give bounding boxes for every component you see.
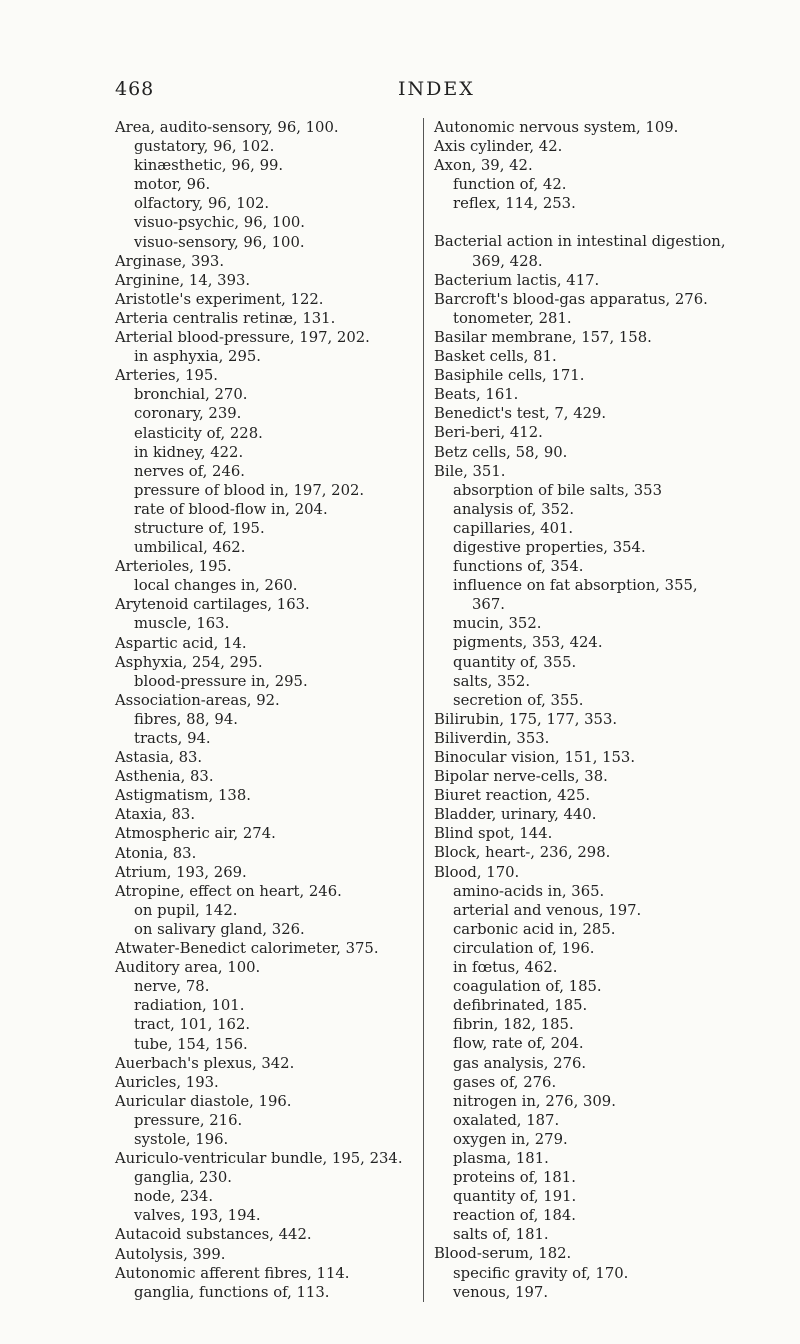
index-entry: Blood-serum, 182. xyxy=(434,1245,572,1263)
index-subentry: capillaries, 401. xyxy=(453,519,574,537)
index-subentry: in asphyxia, 295. xyxy=(134,348,261,366)
page-title: INDEX xyxy=(398,78,475,100)
index-subentry: kinæsthetic, 96, 99. xyxy=(134,157,284,175)
index-entry: Atropine, effect on heart, 246. xyxy=(115,882,342,900)
index-subentry: pressure of blood in, 197, 202. xyxy=(134,481,365,499)
index-subentry: oxygen in, 279. xyxy=(453,1130,568,1148)
index-subentry: structure of, 195. xyxy=(134,519,265,537)
index-entry: Auriculo-ventricular bundle, 195, 234. xyxy=(115,1150,403,1168)
index-entry: Astigmatism, 138. xyxy=(115,787,251,805)
index-subentry: flow, rate of, 204. xyxy=(453,1035,584,1053)
index-subentry: olfactory, 96, 102. xyxy=(134,195,270,213)
index-subentry: visuo-psychic, 96, 100. xyxy=(134,214,305,232)
index-subentry: muscle, 163. xyxy=(134,615,230,633)
index-entry: Arginine, 14, 393. xyxy=(115,271,251,289)
index-subentry: pigments, 353, 424. xyxy=(453,634,603,652)
index-subentry: ganglia, 230. xyxy=(134,1169,232,1187)
index-entry: Autonomic nervous system, 109. xyxy=(434,119,679,136)
index-entry: Asthenia, 83. xyxy=(115,768,214,786)
index-subentry: radiation, 101. xyxy=(134,997,245,1015)
index-entry: Barcroft's blood-gas apparatus, 276. xyxy=(434,290,708,308)
index-subentry: plasma, 181. xyxy=(453,1149,549,1167)
index-subentry: absorption of bile salts, 353 xyxy=(453,481,662,499)
index-entry: Atmospheric air, 274. xyxy=(115,825,276,843)
index-subentry: salts, 352. xyxy=(453,672,531,690)
index-subentry: visuo-sensory, 96, 100. xyxy=(134,233,305,251)
index-subentry: elasticity of, 228. xyxy=(134,424,263,442)
index-subentry: nitrogen in, 276, 309. xyxy=(453,1092,616,1110)
index-subentry: gases of, 276. xyxy=(453,1073,557,1091)
index-subentry: reflex, 114, 253. xyxy=(453,195,576,213)
index-entry: Axis cylinder, 42. xyxy=(434,138,563,156)
index-entry: Atwater-Benedict calorimeter, 375. xyxy=(115,940,379,958)
index-subentry: salts of, 181. xyxy=(453,1226,549,1244)
index-subentry: on salivary gland, 326. xyxy=(134,920,305,938)
index-subentry: tube, 154, 156. xyxy=(134,1035,248,1053)
index-continuation: 367. xyxy=(472,596,505,614)
index-entry: Arginase, 393. xyxy=(115,252,225,270)
index-entry: Arytenoid cartilages, 163. xyxy=(115,596,310,614)
index-subentry: analysis of, 352. xyxy=(453,500,575,518)
index-entry: Area, audito-sensory, 96, 100. xyxy=(115,119,339,136)
index-entry: Benedict's test, 7, 429. xyxy=(434,405,607,423)
index-subentry: venous, 197. xyxy=(453,1283,549,1301)
index-subentry: gas analysis, 276. xyxy=(453,1054,587,1072)
index-entry: Arteria centralis retinæ, 131. xyxy=(115,309,336,327)
index-entry: Basket cells, 81. xyxy=(434,348,557,366)
index-entry: Autacoid substances, 442. xyxy=(115,1226,312,1244)
index-subentry: tract, 101, 162. xyxy=(134,1016,251,1034)
index-entry: Atrium, 193, 269. xyxy=(115,863,247,881)
index-subentry: ganglia, functions of, 113. xyxy=(134,1283,330,1301)
index-entry: Atonia, 83. xyxy=(115,844,197,862)
index-entry: Astasia, 83. xyxy=(115,749,203,767)
index-entry: Binocular vision, 151, 153. xyxy=(434,749,636,766)
index-subentry: secretion of, 355. xyxy=(453,691,584,709)
index-subentry: rate of blood-flow in, 204. xyxy=(134,500,328,518)
index-entry: Auricular diastole, 196. xyxy=(115,1092,292,1110)
index-entry: Asphyxia, 254, 295. xyxy=(115,653,263,671)
index-subentry: coronary, 239. xyxy=(134,405,242,423)
index-entry: Block, heart-, 236, 298. xyxy=(434,844,611,862)
index-subentry: in kidney, 422. xyxy=(134,443,244,461)
index-subentry: functions of, 354. xyxy=(453,558,584,576)
index-subentry: tonometer, 281. xyxy=(453,309,572,327)
index-subentry: quantity of, 191. xyxy=(453,1188,577,1206)
index-subentry: in fœtus, 462. xyxy=(453,959,558,977)
index-subentry: coagulation of, 185. xyxy=(453,978,602,996)
index-entry: Bilirubin, 175, 177, 353. xyxy=(434,710,618,728)
index-entry: Auerbach's plexus, 342. xyxy=(115,1054,295,1072)
index-subentry: nerve, 78. xyxy=(134,978,210,996)
index-subentry: specific gravity of, 170. xyxy=(453,1264,629,1282)
index-entry: Bacterial action in intestinal digestion, xyxy=(434,233,726,251)
index-entry: Aristotle's experiment, 122. xyxy=(115,290,324,308)
index-entry: Bacterium lactis, 417. xyxy=(434,271,600,289)
index-continuation: 369, 428. xyxy=(472,252,543,270)
index-entry: Biuret reaction, 425. xyxy=(434,787,591,805)
index-entry: Arterioles, 195. xyxy=(115,558,232,576)
index-entry: Biliverdin, 353. xyxy=(434,729,550,747)
index-subentry: digestive properties, 354. xyxy=(453,538,646,556)
index-subentry: pressure, 216. xyxy=(134,1111,243,1129)
index-entry: Autonomic afferent fibres, 114. xyxy=(115,1264,350,1282)
index-subentry: carbonic acid in, 285. xyxy=(453,920,616,938)
index-subentry: reaction of, 184. xyxy=(453,1207,576,1225)
index-entry: Beri-beri, 412. xyxy=(434,424,543,442)
index-subentry: motor, 96. xyxy=(134,176,211,194)
page-header xyxy=(0,78,800,108)
index-entry: Bipolar nerve-cells, 38. xyxy=(434,768,608,786)
index-entry: Association-areas, 92. xyxy=(115,691,280,709)
index-column-right xyxy=(423,118,800,1302)
index-subentry: circulation of, 196. xyxy=(453,939,595,957)
index-column-left xyxy=(115,118,415,1302)
index-subentry: arterial and venous, 197. xyxy=(453,901,642,919)
index-subentry: quantity of, 355. xyxy=(453,653,577,671)
index-entry: Axon, 39, 42. xyxy=(434,157,533,175)
index-entry: Blood, 170. xyxy=(434,863,520,881)
index-subentry: blood-pressure in, 295. xyxy=(134,672,308,690)
index-subentry: fibrin, 182, 185. xyxy=(453,1016,574,1034)
index-entry: Arterial blood-pressure, 197, 202. xyxy=(115,329,370,347)
index-subentry: local changes in, 260. xyxy=(134,577,298,595)
index-subentry: nerves of, 246. xyxy=(134,462,245,480)
index-subentry: gustatory, 96, 102. xyxy=(134,138,275,156)
index-entry: Ataxia, 83. xyxy=(115,806,196,824)
index-subentry: amino-acids in, 365. xyxy=(453,882,605,900)
index-subentry: proteins of, 181. xyxy=(453,1169,576,1187)
index-subentry: bronchial, 270. xyxy=(134,386,248,404)
index-entry: Bladder, urinary, 440. xyxy=(434,806,597,824)
index-subentry: valves, 193, 194. xyxy=(134,1207,261,1225)
index-subentry: node, 234. xyxy=(134,1188,214,1206)
section-gap xyxy=(434,213,800,232)
index-subentry: on pupil, 142. xyxy=(134,901,238,919)
index-entry: Aspartic acid, 14. xyxy=(115,634,247,652)
index-entry: Betz cells, 58, 90. xyxy=(434,443,568,461)
index-subentry: fibres, 88, 94. xyxy=(134,710,238,728)
index-entry: Beats, 161. xyxy=(434,386,519,404)
index-entry: Auricles, 193. xyxy=(115,1073,219,1091)
page-number: 468 xyxy=(115,78,155,100)
index-subentry: umbilical, 462. xyxy=(134,539,246,557)
index-entry: Basiphile cells, 171. xyxy=(434,367,585,385)
index-entry: Basilar membrane, 157, 158. xyxy=(434,328,652,346)
index-entry: Blind spot, 144. xyxy=(434,825,553,843)
index-subentry: oxalated, 187. xyxy=(453,1111,560,1129)
index-subentry: function of, 42. xyxy=(453,176,567,194)
index-entry: Autolysis, 399. xyxy=(115,1245,226,1263)
index-subentry: tracts, 94. xyxy=(134,730,211,747)
index-subentry: systole, 196. xyxy=(134,1130,229,1148)
index-entry: Auditory area, 100. xyxy=(115,959,261,977)
index-subentry: defibrinated, 185. xyxy=(453,997,588,1015)
index-subentry: influence on fat absorption, 355, xyxy=(453,577,698,595)
index-entry: Arteries, 195. xyxy=(115,367,218,385)
index-subentry: mucin, 352. xyxy=(453,615,542,633)
index-entry: Bile, 351. xyxy=(434,462,506,480)
